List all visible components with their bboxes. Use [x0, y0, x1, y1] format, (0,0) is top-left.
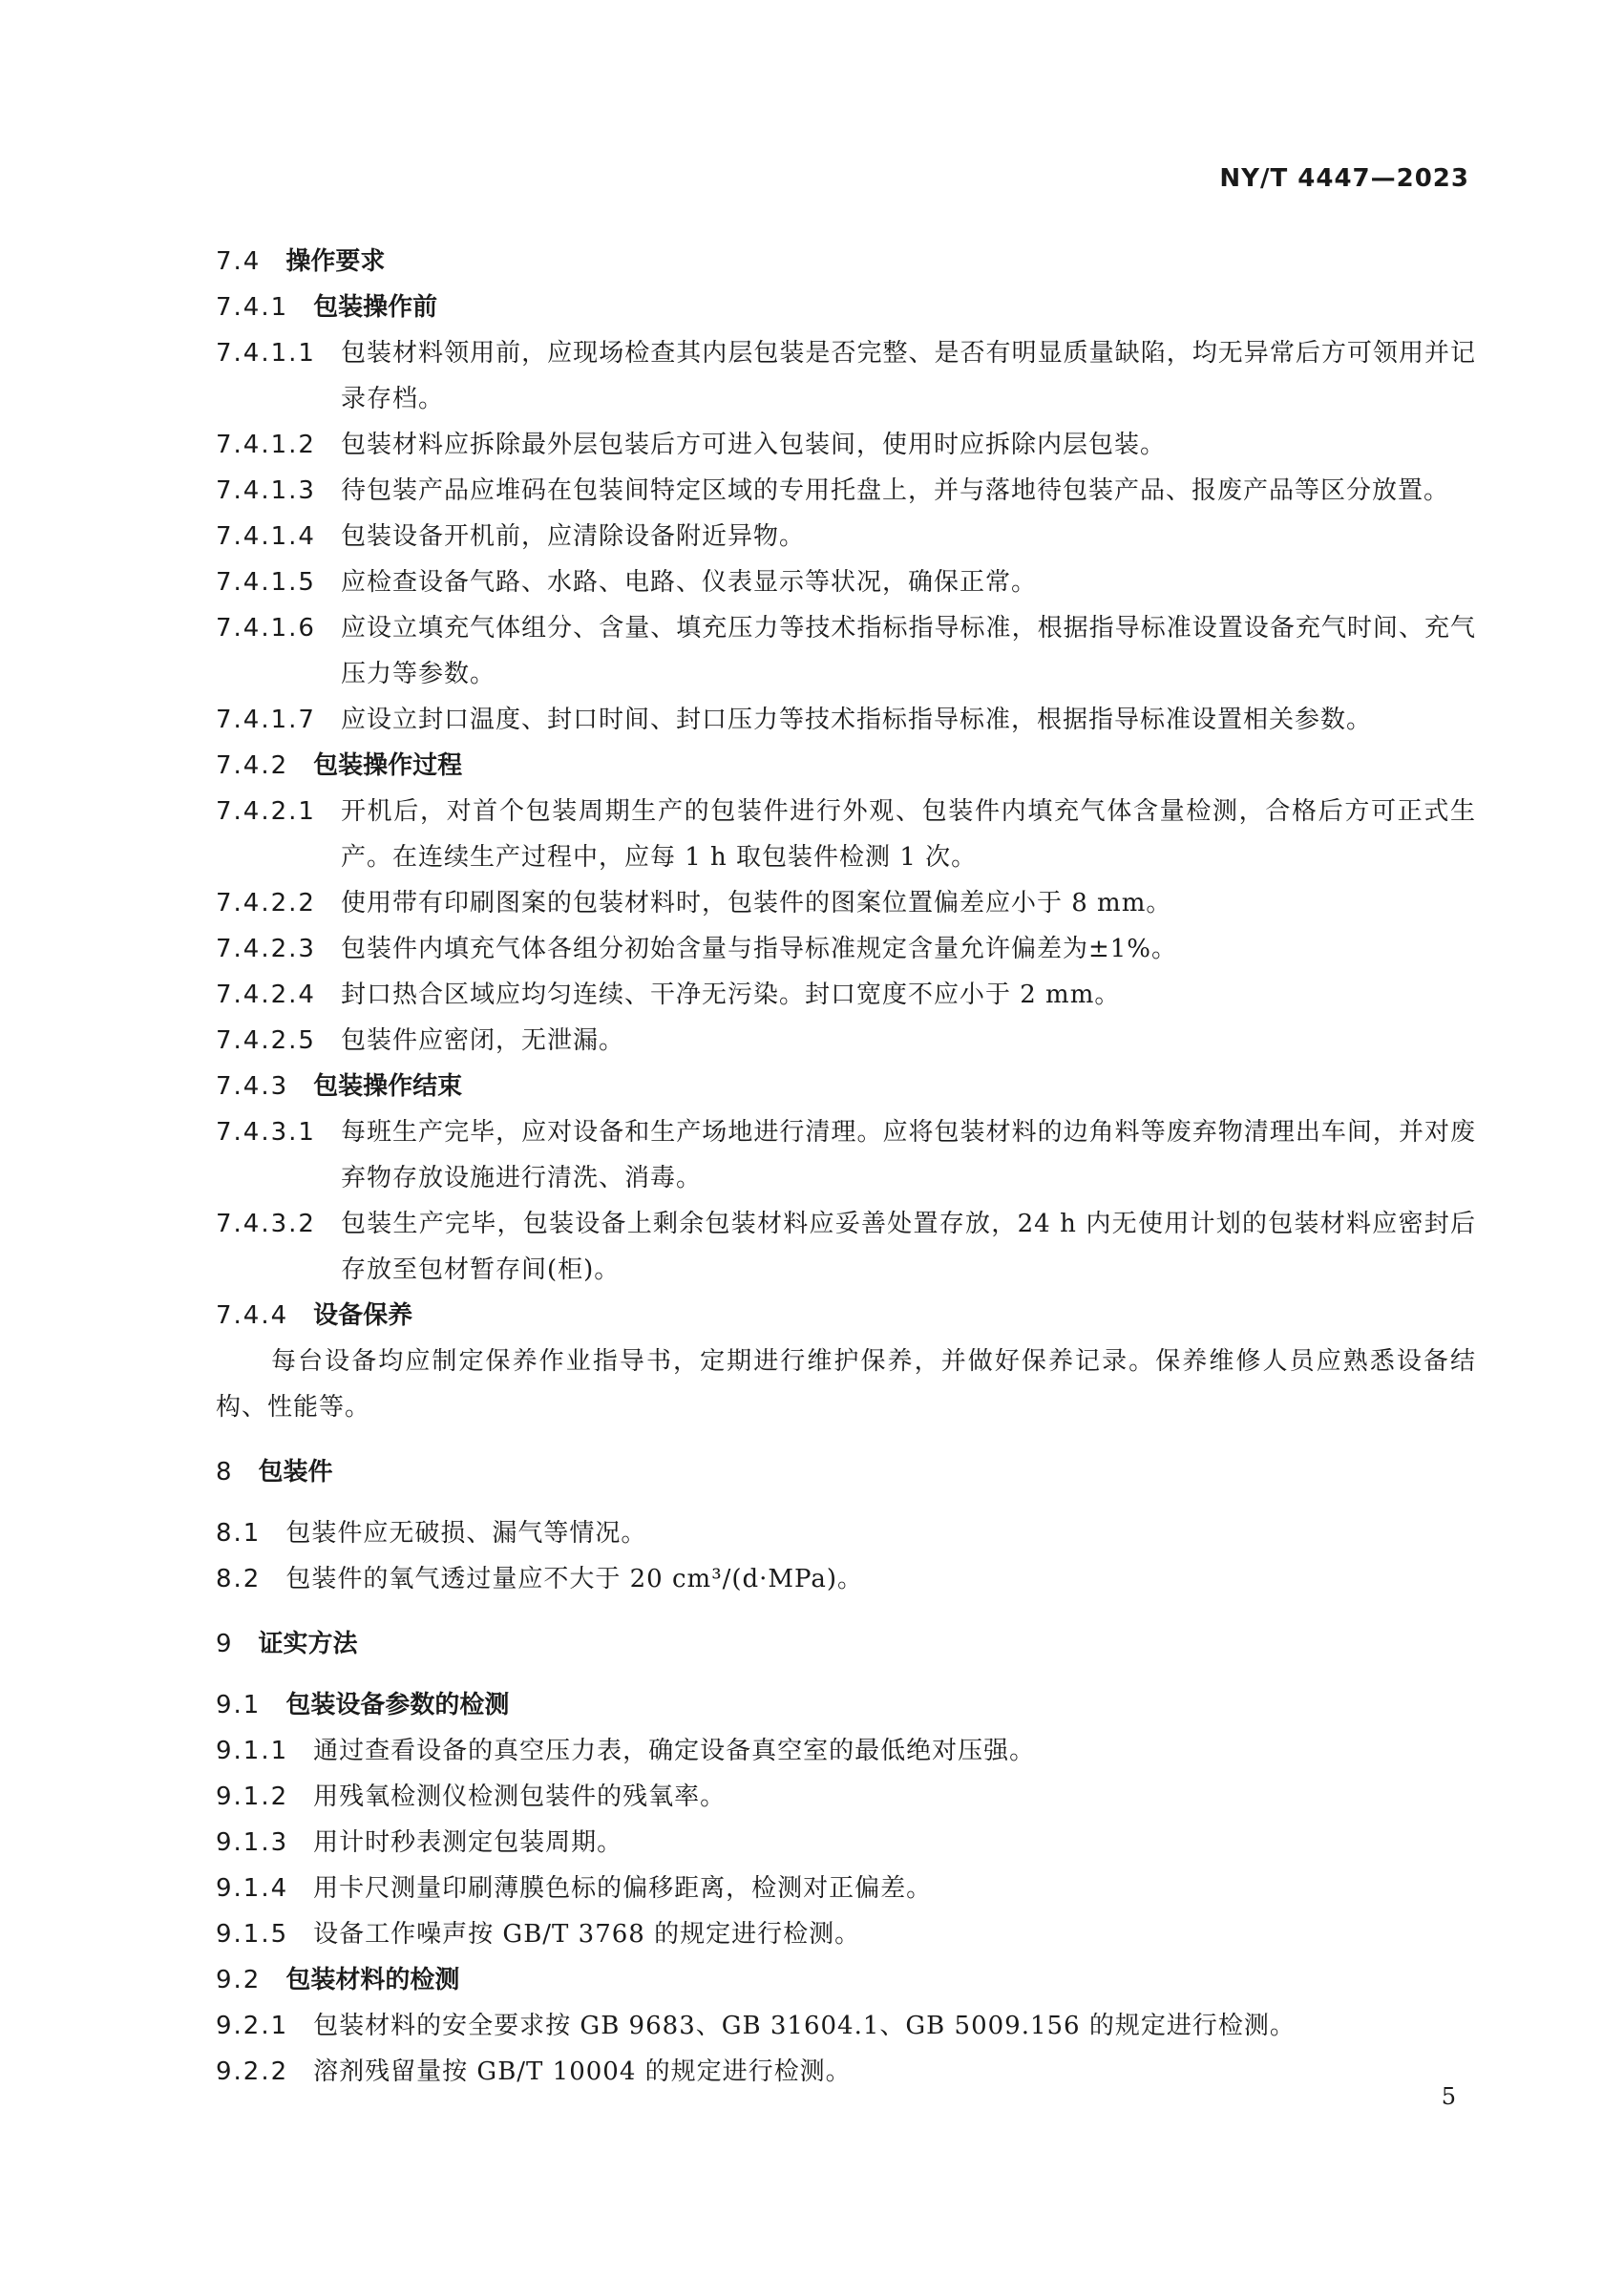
- clause: [216, 1911, 1476, 1957]
- clause-number: 7.4.1.2: [216, 431, 316, 459]
- subsection-heading: [216, 743, 1476, 789]
- subsection-heading: [216, 1293, 1476, 1339]
- clause: [216, 605, 1476, 697]
- clause-text: 包装件应无破损、漏气等情况。: [285, 1519, 647, 1548]
- section-number: 7.4: [216, 247, 262, 276]
- section-number: 9.2: [216, 1966, 262, 1994]
- clause: [216, 1510, 1476, 1556]
- clause: [216, 1201, 1476, 1293]
- document-body: [216, 239, 1476, 2095]
- chapter-title: 证实方法: [258, 1630, 358, 1658]
- clause-text: 应设立填充气体组分、含量、填充压力等技术指标指导标准，根据指导标准设置设备充气时间、充气压力等参数。: [340, 614, 1476, 688]
- clause-number: 7.4.1.4: [216, 522, 316, 551]
- clause: [216, 880, 1476, 926]
- clause-number: 7.4.2.5: [216, 1026, 316, 1055]
- clause-number: 9.1.4: [216, 1874, 289, 1903]
- chapter-number: 8: [216, 1458, 234, 1487]
- paragraph: 每台设备均应制定保养作业指导书，定期进行维护保养，并做好保养记录。保养维修人员应熟悉设备结构、性能等。: [216, 1347, 1476, 1422]
- chapter-heading: [216, 1621, 1476, 1667]
- clause-number: 7.4.1.1: [216, 339, 316, 368]
- clause-number: 9.1.5: [216, 1920, 289, 1949]
- clause-text: 包装件应密闭，无泄漏。: [340, 1026, 624, 1055]
- clause: [216, 2003, 1476, 2049]
- clause-number: 8.2: [216, 1565, 262, 1593]
- clause: [216, 514, 1476, 559]
- clause-text: 包装件的氧气透过量应不大于 20 cm³/(d·MPa)。: [285, 1565, 864, 1593]
- clause-text: 包装生产完毕，包装设备上剩余包装材料应妥善处置存放，24 h 内无使用计划的包装材料应密封后存放至包材暂存间(柜)。: [340, 1210, 1476, 1284]
- chapter-title: 包装件: [258, 1458, 333, 1487]
- clause-number: 7.4.2.2: [216, 889, 316, 918]
- clause: [216, 1728, 1476, 1774]
- clause-number: 9.2.1: [216, 2012, 289, 2040]
- clause: [216, 2049, 1476, 2095]
- clause: [216, 1820, 1476, 1866]
- clause-number: 7.4.3.2: [216, 1210, 316, 1238]
- clause-text: 设备工作噪声按 GB/T 3768 的规定进行检测。: [313, 1920, 861, 1949]
- clause: [216, 1556, 1476, 1602]
- clause-text: 包装材料应拆除最外层包装后方可进入包装间，使用时应拆除内层包装。: [340, 431, 1166, 459]
- clause-text: 包装件内填充气体各组分初始含量与指导标准规定含量允许偏差为±1%。: [340, 935, 1178, 963]
- clause-number: 7.4.1.7: [216, 706, 316, 734]
- section-title: 包装操作结束: [313, 1072, 463, 1101]
- clause-text: 使用带有印刷图案的包装材料时，包装件的图案位置偏差应小于 8 mm。: [340, 889, 1172, 918]
- clause: [216, 559, 1476, 605]
- section-heading: [216, 1957, 1476, 2003]
- clause-text: 溶剂残留量按 GB/T 10004 的规定进行检测。: [313, 2057, 852, 2086]
- document-code: NY/T 4447—2023: [1219, 164, 1469, 193]
- clause-number: 7.4.3.1: [216, 1118, 316, 1147]
- clause: [216, 697, 1476, 743]
- clause-number: 9.1.2: [216, 1782, 289, 1811]
- clause-number: 9.2.2: [216, 2057, 289, 2086]
- clause-text: 用计时秒表测定包装周期。: [313, 1828, 623, 1857]
- section-title: 包装操作前: [313, 293, 438, 322]
- clause-number: 7.4.2.1: [216, 797, 316, 826]
- clause-text: 用卡尺测量印刷薄膜色标的偏移距离，检测对正偏差。: [313, 1874, 933, 1903]
- clause-number: 7.4.2.4: [216, 981, 316, 1009]
- section-heading: [216, 239, 1476, 285]
- clause: [216, 330, 1476, 422]
- clause-text: 每班生产完毕，应对设备和生产场地进行清理。应将包装材料的边角料等废弃物清理出车间，并对废弃物存放设施进行清洗、消毒。: [340, 1118, 1476, 1192]
- section-number: 7.4.4: [216, 1301, 289, 1330]
- section-title: 操作要求: [285, 247, 386, 276]
- subsection-heading: [216, 1064, 1476, 1109]
- section-number: 7.4.3: [216, 1072, 289, 1101]
- chapter-heading: [216, 1449, 1476, 1495]
- chapter-number: 9: [216, 1630, 234, 1658]
- clause-number: 8.1: [216, 1519, 262, 1548]
- subsection-heading: [216, 285, 1476, 330]
- clause: [216, 468, 1476, 514]
- section-title: 包装操作过程: [313, 751, 463, 780]
- section-title: 包装设备参数的检测: [285, 1691, 510, 1719]
- clause-number: 7.4.2.3: [216, 935, 316, 963]
- clause: [216, 1109, 1476, 1201]
- clause-number: 7.4.1.6: [216, 614, 316, 643]
- clause-text: 应检查设备气路、水路、电路、仪表显示等状况，确保正常。: [340, 568, 1037, 597]
- clause-text: 包装设备开机前，应清除设备附近异物。: [340, 522, 805, 551]
- page-number: 5: [1441, 2083, 1456, 2110]
- section-title: 包装材料的检测: [285, 1966, 460, 1994]
- clause: [216, 422, 1476, 468]
- section-number: 9.1: [216, 1691, 262, 1719]
- clause-text: 应设立封口温度、封口时间、封口压力等技术指标指导标准，根据指导标准设置相关参数。: [340, 706, 1372, 734]
- clause-number: 9.1.1: [216, 1737, 289, 1765]
- clause-text: 待包装产品应堆码在包装间特定区域的专用托盘上，并与落地待包装产品、报废产品等区分放置。: [340, 476, 1449, 505]
- section-number: 7.4.2: [216, 751, 289, 780]
- clause-number: 7.4.1.5: [216, 568, 316, 597]
- section-heading: [216, 1682, 1476, 1728]
- section-number: 7.4.1: [216, 293, 289, 322]
- clause: [216, 1774, 1476, 1820]
- clause-text: 封口热合区域应均匀连续、干净无污染。封口宽度不应小于 2 mm。: [340, 981, 1121, 1009]
- clause-number: 9.1.3: [216, 1828, 289, 1857]
- clause-text: 用残氧检测仪检测包装件的残氧率。: [313, 1782, 727, 1811]
- clause-text: 通过查看设备的真空压力表，确定设备真空室的最低绝对压强。: [313, 1737, 1036, 1765]
- section-title: 设备保养: [313, 1301, 413, 1330]
- clause: [216, 1866, 1476, 1911]
- clause: [216, 926, 1476, 972]
- clause: [216, 1018, 1476, 1064]
- clause-number: 7.4.1.3: [216, 476, 316, 505]
- clause: [216, 972, 1476, 1018]
- clause-text: 包装材料的安全要求按 GB 9683、GB 31604.1、GB 5009.156 的规定进行检测。: [313, 2012, 1296, 2040]
- clause: [216, 789, 1476, 880]
- clause-text: 开机后，对首个包装周期生产的包装件进行外观、包装件内填充气体含量检测，合格后方可正式生产。在连续生产过程中，应每 1 h 取包装件检测 1 次。: [340, 797, 1476, 872]
- clause-text: 包装材料领用前，应现场检查其内层包装是否完整、是否有明显质量缺陷，均无异常后方可领用并记录存档。: [340, 339, 1476, 413]
